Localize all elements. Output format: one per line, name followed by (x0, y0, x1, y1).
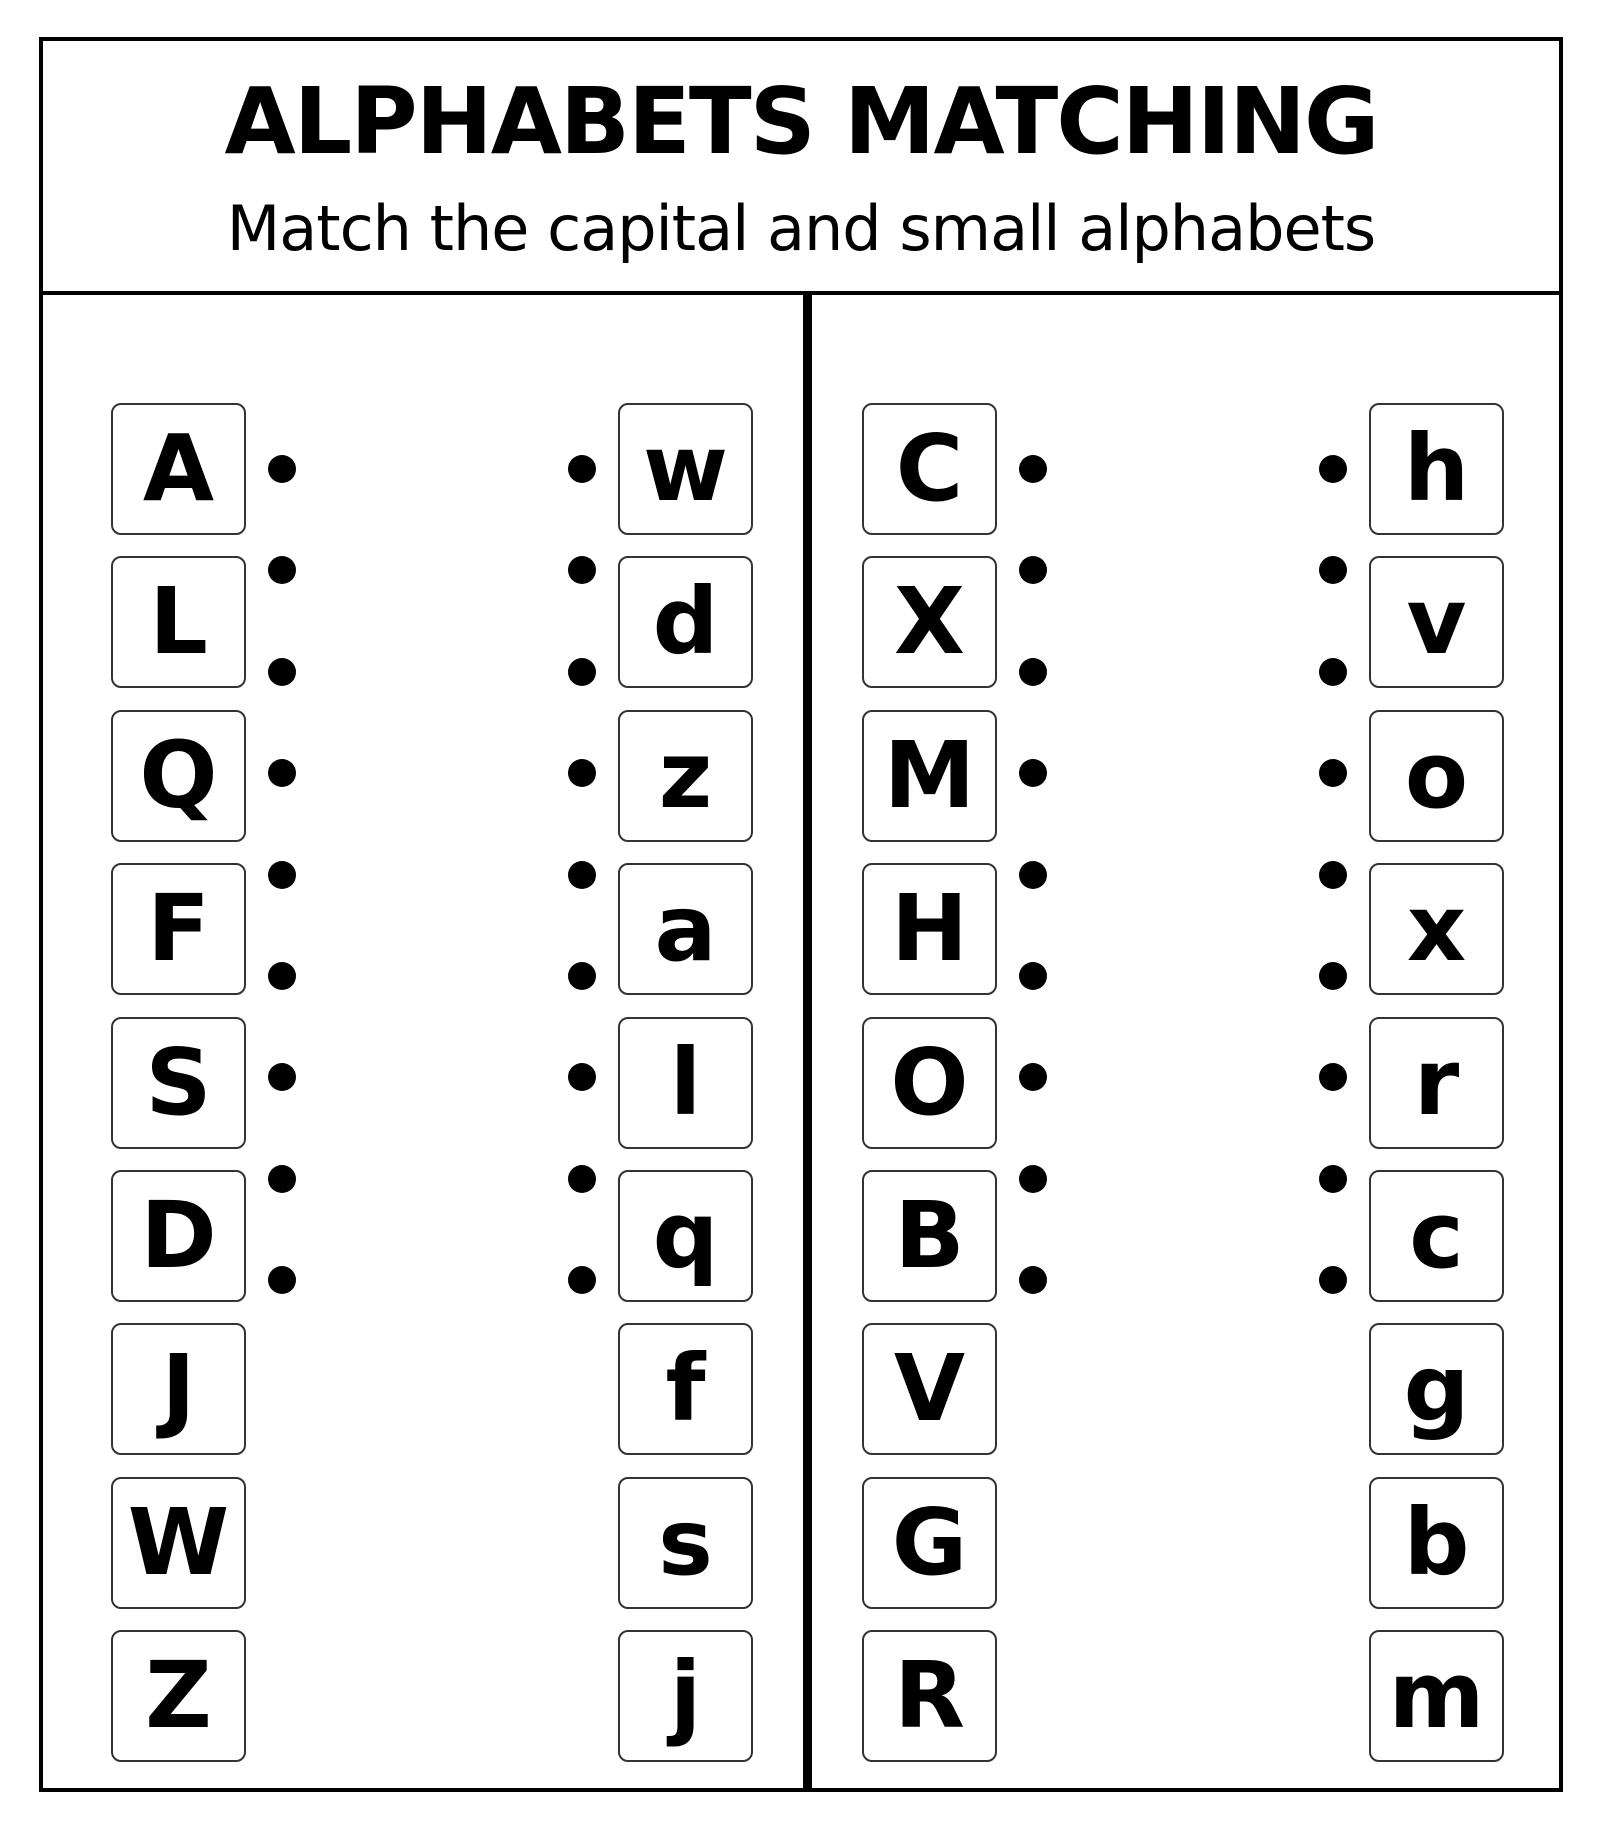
match-dot[interactable] (1019, 1266, 1047, 1294)
match-dot[interactable] (568, 1165, 596, 1193)
match-dot[interactable] (1019, 1063, 1047, 1091)
capital-letter-tile: V (862, 1323, 997, 1455)
capital-letter-tile: G (862, 1477, 997, 1609)
match-dot[interactable] (1019, 556, 1047, 584)
panel-divider (803, 295, 812, 1788)
small-letter-tile: f (618, 1323, 753, 1455)
small-letter-tile: a (618, 863, 753, 995)
right-capital-column (862, 403, 997, 1784)
match-dot[interactable] (268, 556, 296, 584)
right-small-dots (1319, 403, 1349, 1368)
match-dot[interactable] (268, 658, 296, 686)
match-dot[interactable] (1319, 1266, 1347, 1294)
small-letter-tile: z (618, 710, 753, 842)
capital-letter-tile: H (862, 863, 997, 995)
small-letter-tile: j (618, 1630, 753, 1762)
match-dot[interactable] (568, 1266, 596, 1294)
match-dot[interactable] (268, 962, 296, 990)
match-dot[interactable] (568, 556, 596, 584)
match-dot[interactable] (568, 1063, 596, 1091)
small-letter-tile: r (1369, 1017, 1504, 1149)
capital-letter-tile: C (862, 403, 997, 535)
small-letter-tile: v (1369, 556, 1504, 688)
right-small-column (1369, 403, 1504, 1784)
match-dot[interactable] (1319, 1063, 1347, 1091)
capital-letter-tile: S (111, 1017, 246, 1149)
page-title: ALPHABETS MATCHING (224, 68, 1378, 175)
match-dot[interactable] (568, 861, 596, 889)
match-dot[interactable] (568, 962, 596, 990)
capital-letter-tile: R (862, 1630, 997, 1762)
match-dot[interactable] (1319, 455, 1347, 483)
match-dot[interactable] (268, 759, 296, 787)
small-letter-tile: c (1369, 1170, 1504, 1302)
left-capital-dots (268, 403, 298, 1368)
small-letter-tile: s (618, 1477, 753, 1609)
match-dot[interactable] (1019, 1165, 1047, 1193)
match-dot[interactable] (268, 861, 296, 889)
match-dot[interactable] (1319, 1165, 1347, 1193)
capital-letter-tile: J (111, 1323, 246, 1455)
worksheet (39, 37, 1563, 1792)
small-letter-tile: w (618, 403, 753, 535)
match-dot[interactable] (1019, 962, 1047, 990)
small-letter-tile: h (1369, 403, 1504, 535)
capital-letter-tile: M (862, 710, 997, 842)
match-dot[interactable] (1319, 556, 1347, 584)
match-dot[interactable] (1319, 658, 1347, 686)
match-dot[interactable] (568, 455, 596, 483)
left-small-column (618, 403, 753, 1784)
small-letter-tile: m (1369, 1630, 1504, 1762)
match-dot[interactable] (268, 1063, 296, 1091)
capital-letter-tile: O (862, 1017, 997, 1149)
small-letter-tile: b (1369, 1477, 1504, 1609)
match-dot[interactable] (1019, 759, 1047, 787)
match-dot[interactable] (1019, 861, 1047, 889)
left-capital-column (111, 403, 246, 1784)
match-dot[interactable] (1019, 658, 1047, 686)
small-letter-tile: l (618, 1017, 753, 1149)
capital-letter-tile: A (111, 403, 246, 535)
capital-letter-tile: Q (111, 710, 246, 842)
small-letter-tile: g (1369, 1323, 1504, 1455)
capital-letter-tile: W (111, 1477, 246, 1609)
instructions: Match the capital and small alphabets (226, 192, 1376, 265)
capital-letter-tile: B (862, 1170, 997, 1302)
capital-letter-tile: D (111, 1170, 246, 1302)
left-matching-panel (43, 295, 803, 1788)
small-letter-tile: o (1369, 710, 1504, 842)
capital-letter-tile: F (111, 863, 246, 995)
small-letter-tile: q (618, 1170, 753, 1302)
match-dot[interactable] (1319, 861, 1347, 889)
worksheet-header (43, 41, 1559, 295)
match-dot[interactable] (1319, 962, 1347, 990)
match-dot[interactable] (1319, 759, 1347, 787)
small-letter-tile: x (1369, 863, 1504, 995)
left-small-dots (568, 403, 598, 1368)
match-dot[interactable] (568, 658, 596, 686)
match-dot[interactable] (568, 759, 596, 787)
capital-letter-tile: Z (111, 1630, 246, 1762)
right-capital-dots (1019, 403, 1049, 1368)
capital-letter-tile: L (111, 556, 246, 688)
capital-letter-tile: X (862, 556, 997, 688)
match-dot[interactable] (268, 1165, 296, 1193)
match-dot[interactable] (1019, 455, 1047, 483)
small-letter-tile: d (618, 556, 753, 688)
match-dot[interactable] (268, 1266, 296, 1294)
right-matching-panel (812, 295, 1563, 1788)
match-dot[interactable] (268, 455, 296, 483)
